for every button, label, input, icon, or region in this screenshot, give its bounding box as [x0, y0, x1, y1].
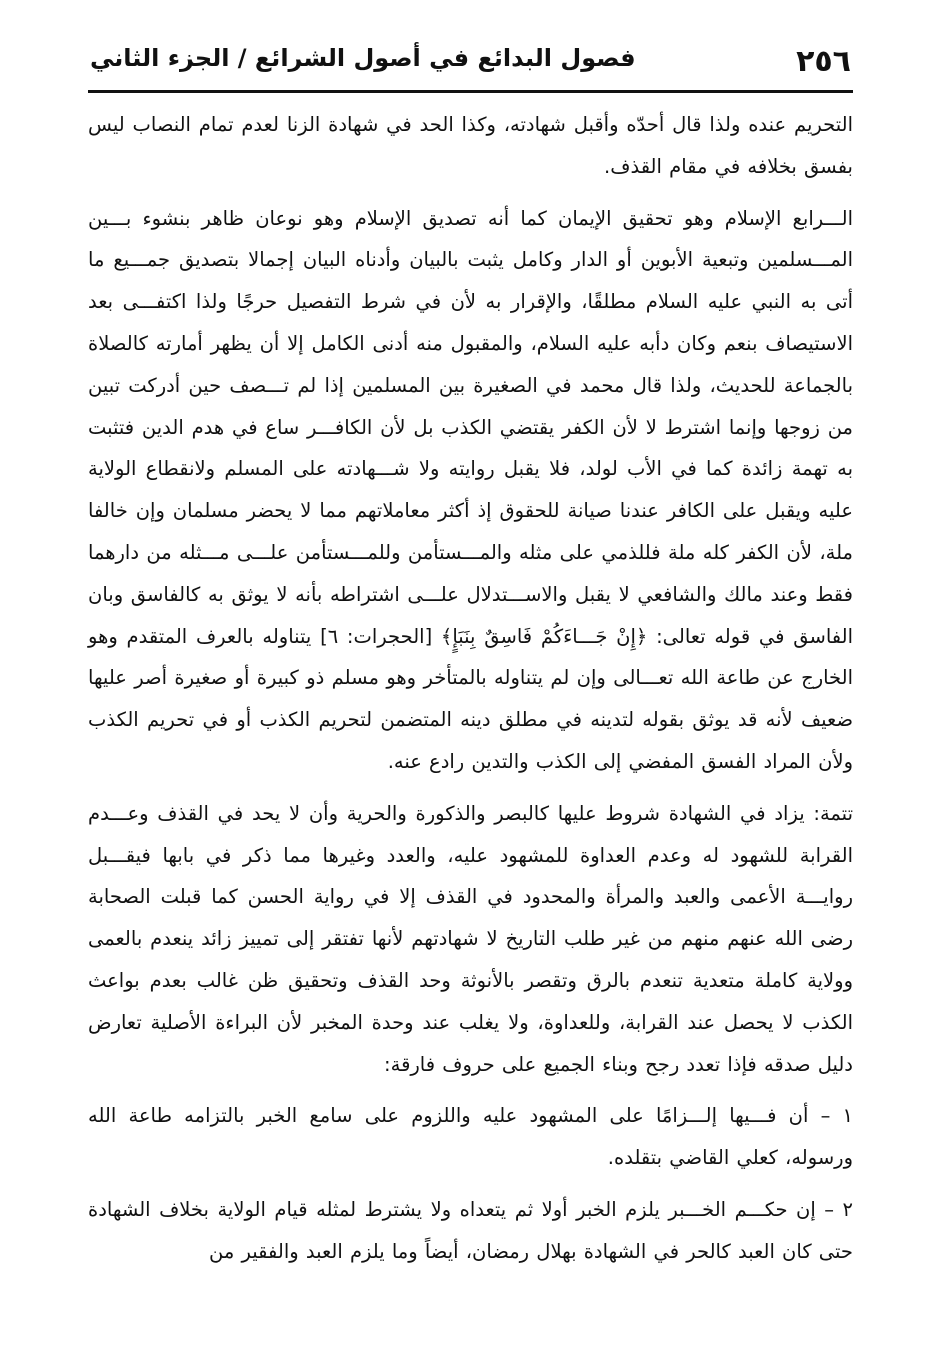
paragraph-supplement: تتمة: يزاد في الشهادة شروط عليها كالبصر والذكورة والحرية وأن لا يحد في القذف وعـــدم القرابة للشهود له وعدم العداوة للمشهود عليه، والعدد وغيرها مما ذكر في بابها فيقـــبل روايـــة الأعمى والعبد والمرأة والمحدود في القذف إلا في رواية الحسن كما قبلت الصحابة رضى الله عنهم منهم من غير طلب التاريخ لا شهادتهم لأنها تفتقر إلى تمييز زائد ينعدم بالعمى وولاية كاملة متعدية تنعدم بالرق وتقصر بالأنوثة وحد القذف وتحقيق ظن غالب بعدم بواعث الكذب لا يحصل عند القرابة، وللعداوة، ولا يغلب عند وحدة المخبر لأن البراءة الأصلية تعارض دليل صدقه فإذا تعدد رجح وبناء الجميع على حروف فارقة:	[88, 801, 853, 1076]
page-body	[88, 100, 853, 1343]
page-header	[90, 38, 851, 88]
paragraph-fourth-condition-islam: الـــرابع الإسلام وهو تحقيق الإيمان كما أنه تصديق الإسلام وهو نوعان ظاهر بنشوء بـــين المـــسلمين وتبعية الأبوين أو الدار وكامل يثبت بالبيان وأدناه البيان إجمالا بتصديق جمـــيع ما أتى به النبي عليه السلام مطلقًا، والإقرار به لأن في شرط التفصيل حرجًا ولذا اكتفـــى بعد الاستيصاف بنعم وكان دأبه عليه السلام، والمقبول منه أدنى الكامل إلا أن يظهر أمارته كالصلاة بالجماعة للحديث، ولذا قال محمد في الصغيرة بين المسلمين إذا لم تـــصف حين أدركت تبين من زوجها وإنما اشترط لا لأن الكفر يقتضي الكذب بل لأن الكافـــر ساع في هدم الدين فتثبت به تهمة زائدة كما في الأب لولد، فلا يقبل روايته ولا شـــهادته على المسلم ولانقطاع الولاية عليه ويقبل على الكافر عندنا صيانة للحقوق إذ أكثر معاملاتهم مما لا يحضر مسلمان وإن خالفا ملة، لأن الكفر كله ملة فللذمي على مثله والمـــستأمن وللمـــستأمن علـــى مـــثله من دارهما فقط وعند مالك والشافعي لا يقبل والاســـتدلال علـــى اشتراطه بأنه لا يوثق به كالفاسق وبان الفاسق في قوله تعالى: ﴿إِنْ جَـــاءَكُمْ فَاسِقٌ بِنَبَإٍ﴾ [الحجرات: ٦] يتناوله بالعرف المتقدم وهو الخارج عن طاعة الله تعـــالى وإن لم يتناوله بالمتأخر وهو مسلم ذو كبيرة أو صغيرة أصر عليها ضعيف لأنه قد يوثق بقوله لتدينه في مطلق دينه المتضمن لتحريم الكذب أو في تحريم الكذب ولأن المراد الفسق المفضي إلى الكذب والتدين رادع عنه.	[88, 206, 853, 773]
running-title: فصول البدائع في أصول الشرائع / الجزء الثاني	[90, 44, 636, 72]
list-item-1: ١ – أن فـــيها إلـــزامًا على المشهود عليه واللزوم على سامع الخبر بالتزامه طاعة الله ورسوله، كعلي القاضي بتقلده.	[88, 1104, 853, 1170]
paragraph-continuation: التحريم عنده ولذا قال أحدّه وأقبل شهادته، وكذا الحد في شهادة الزنا لعدم تمام النصاب ليس بفسق بخلافه في مقام القذف.	[88, 113, 853, 178]
list-item-2: ٢ – إن حكـــم الخـــبر يلزم الخبر أولا ثم يتعداه ولا يشترط لمثله قيام الولاية بخلاف الشهادة حتى كان العبد كالحر في الشهادة بهلال رمضان، أيضاً وما يلزم العبد والفقير من	[88, 1197, 853, 1263]
header-rule	[88, 90, 853, 93]
page-number: ٢٥٦	[796, 44, 851, 79]
